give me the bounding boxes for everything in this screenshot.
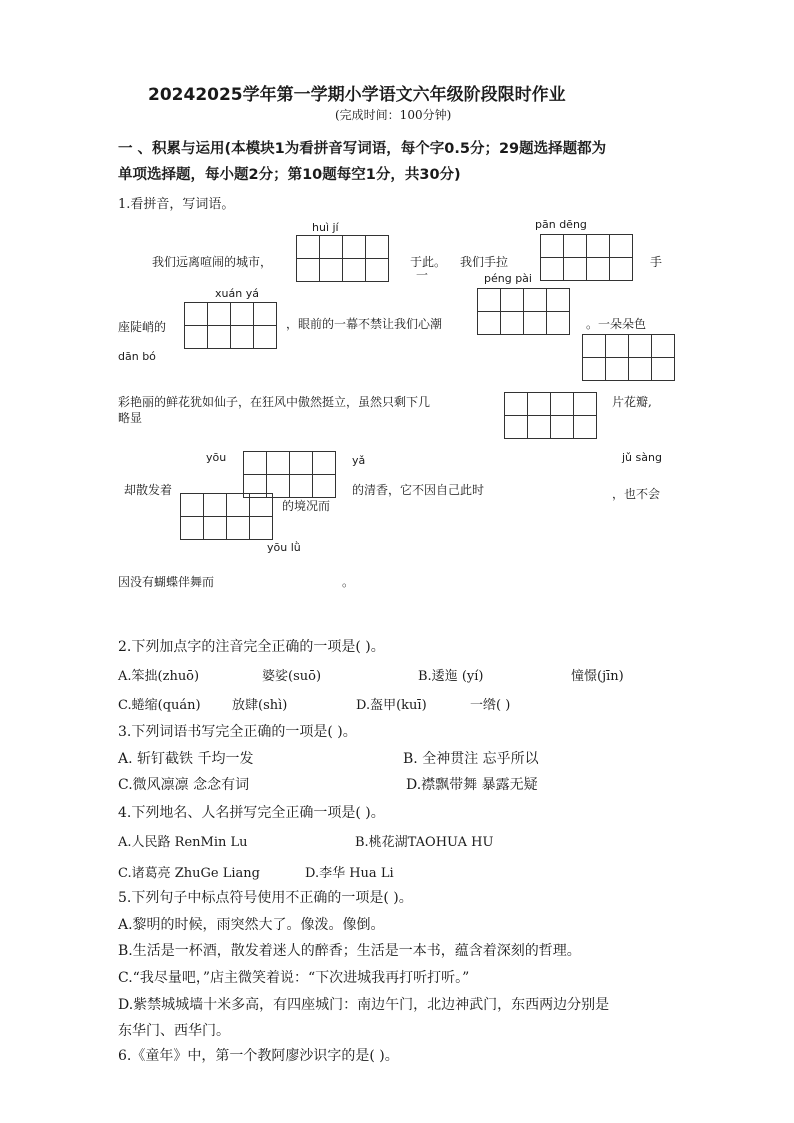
q2-stem: 2.下列加点字的注音完全正确的一项是( )。 (118, 639, 385, 655)
grid-cell[interactable] (320, 259, 343, 282)
grid-cell[interactable] (551, 393, 574, 416)
q2-option-d-word2: 一绺( ) (470, 698, 511, 713)
grid-cell[interactable] (610, 258, 633, 281)
pinyin-pengpai: péng pài (484, 272, 532, 285)
grid-cell[interactable] (204, 494, 227, 517)
grid-cell[interactable] (528, 416, 551, 439)
q5-option-d-cont: 东华门、西华门。 (118, 1023, 230, 1039)
q4-option-c[interactable]: C.诸葛亮 ZhuGe Liang (118, 866, 260, 881)
grid-cell[interactable] (181, 494, 204, 517)
grid-cell[interactable] (606, 335, 629, 358)
grid-cell[interactable] (629, 335, 652, 358)
pinyin-youlu: yōu lǜ (267, 541, 301, 554)
grid-cell[interactable] (564, 235, 587, 258)
grid-cell[interactable] (320, 236, 343, 259)
q2-option-d[interactable]: D.盔甲(kuī) (356, 698, 427, 713)
writing-grid-xuanya[interactable] (184, 302, 277, 349)
writing-grid-row3[interactable] (504, 392, 597, 439)
grid-cell[interactable] (254, 303, 277, 326)
pinyin-jusang: jǔ sàng (622, 451, 662, 464)
pinyin-you: yōu (206, 451, 227, 464)
q3-stem: 3.下列词语书写完全正确的一项是( )。 (118, 724, 357, 740)
grid-cell[interactable] (551, 416, 574, 439)
pinyin-xuanya: xuán yá (215, 287, 259, 300)
grid-cell[interactable] (290, 452, 313, 475)
q4-option-b[interactable]: B.桃花湖TAOHUA HU (355, 835, 494, 850)
q2-option-b[interactable]: B.逶迤 (yí) (418, 669, 484, 684)
grid-cell[interactable] (505, 416, 528, 439)
grid-cell[interactable] (564, 258, 587, 281)
q4-stem: 4.下列地名、人名拼写完全正确一项是( )。 (118, 805, 385, 821)
grid-cell[interactable] (290, 475, 313, 498)
writing-grid-youya[interactable] (243, 451, 336, 498)
q1-text: 略显 (118, 411, 143, 425)
grid-cell[interactable] (267, 452, 290, 475)
writing-grid-danbo[interactable] (582, 334, 675, 381)
writing-grid-pandeng[interactable] (540, 234, 633, 281)
writing-grid-jusang[interactable] (180, 493, 273, 540)
section-heading-line1: 一 、积累与运用(本模块1为看拼音写词语，每个字0.5分；29题选择题都为 (118, 141, 607, 157)
grid-cell[interactable] (547, 312, 570, 335)
q1-text: 的清香，它不因自己此时 (352, 483, 485, 497)
grid-cell[interactable] (250, 494, 273, 517)
grid-cell[interactable] (610, 235, 633, 258)
grid-cell[interactable] (652, 358, 675, 381)
grid-cell[interactable] (185, 326, 208, 349)
q5-option-a[interactable]: A.黎明的时候，雨突然大了。像泼。像倒。 (118, 917, 385, 933)
page-title: 20242025学年第一学期小学语文六年级阶段限时作业 (148, 85, 566, 105)
pinyin-pandeng: pān dēng (535, 218, 587, 231)
q1-text: 彩艳丽的鲜花犹如仙子，在狂风中傲然挺立，虽然只剩下几 (118, 395, 431, 409)
grid-cell[interactable] (185, 303, 208, 326)
q1-text: 却散发着 (124, 483, 173, 497)
grid-cell[interactable] (343, 259, 366, 282)
grid-cell[interactable] (541, 235, 564, 258)
writing-grid-pengpai[interactable] (477, 288, 570, 335)
grid-cell[interactable] (227, 517, 250, 540)
grid-cell[interactable] (587, 258, 610, 281)
q5-stem: 5.下列句子中标点符号使用不正确的一项是( )。 (118, 890, 413, 906)
grid-cell[interactable] (208, 326, 231, 349)
grid-cell[interactable] (244, 452, 267, 475)
grid-cell[interactable] (501, 312, 524, 335)
grid-cell[interactable] (505, 393, 528, 416)
q1-text: 手 (650, 255, 663, 269)
q5-option-b[interactable]: B.生活是一杯酒，散发着迷人的醉香；生活是一本书，蕴含着深刻的哲理。 (118, 943, 581, 959)
grid-cell[interactable] (583, 335, 606, 358)
q6-stem: 6.《童年》中，第一个教阿廖沙识字的是( )。 (118, 1048, 399, 1064)
grid-cell[interactable] (297, 259, 320, 282)
writing-grid-huiji[interactable] (296, 235, 389, 282)
pinyin-huiji: huì jí (312, 221, 339, 234)
grid-cell[interactable] (501, 289, 524, 312)
grid-cell[interactable] (478, 289, 501, 312)
q3-option-d[interactable]: D.襟飘带舞 暴露无疑 (406, 777, 538, 793)
grid-cell[interactable] (204, 517, 227, 540)
q1-text: 片花瓣, (612, 395, 652, 409)
q1-text: ，眼前的一幕不禁让我们心潮 (286, 317, 443, 331)
pinyin-danbo: dān bó (118, 350, 156, 363)
q2-option-c[interactable]: C.蜷缩(quán) (118, 698, 201, 713)
q1-text: 于此。 (410, 255, 447, 269)
grid-cell[interactable] (574, 416, 597, 439)
q1-text: 我们手拉 (460, 255, 509, 269)
q1-text: 因没有蝴蝶伴舞而 (118, 575, 215, 589)
q3-option-c[interactable]: C.微风凛凛 念念有词 (118, 777, 250, 793)
q1-text: 。一朵朵色 (586, 317, 647, 331)
q5-option-c[interactable]: C.“我尽量吧，”店主微笑着说：“下次进城我再打听打听。” (118, 970, 470, 986)
q2-option-b-word2: 憧憬(jīn) (571, 669, 624, 684)
grid-cell[interactable] (587, 235, 610, 258)
grid-cell[interactable] (366, 259, 389, 282)
q1-text: 的境况而 (282, 499, 331, 513)
grid-cell[interactable] (629, 358, 652, 381)
grid-cell[interactable] (313, 452, 336, 475)
q1-text: ，也不会 (612, 487, 661, 501)
grid-cell[interactable] (366, 236, 389, 259)
q1-text: 一 (416, 268, 429, 282)
grid-cell[interactable] (583, 358, 606, 381)
grid-cell[interactable] (297, 236, 320, 259)
q3-option-b[interactable]: B. 全神贯注 忘乎所以 (403, 751, 539, 767)
q1-text: 座陡峭的 (118, 320, 167, 334)
grid-cell[interactable] (574, 393, 597, 416)
grid-cell[interactable] (343, 236, 366, 259)
q1-text: 我们远离喧闹的城市， (152, 255, 273, 269)
grid-cell[interactable] (547, 289, 570, 312)
grid-cell[interactable] (231, 303, 254, 326)
q4-option-a[interactable]: A.人民路 RenMin Lu (118, 835, 248, 850)
q4-option-d[interactable]: D.李华 Hua Li (305, 866, 394, 881)
q2-option-c-word2: 放肆(shì) (232, 698, 288, 713)
grid-cell[interactable] (541, 258, 564, 281)
q2-option-a[interactable]: A.笨拙(zhuō) (118, 669, 200, 684)
grid-cell[interactable] (208, 303, 231, 326)
grid-cell[interactable] (524, 312, 547, 335)
grid-cell[interactable] (606, 358, 629, 381)
grid-cell[interactable] (524, 289, 547, 312)
q5-option-d[interactable]: D.紫禁城城墙十米多高，有四座城门：南边午门，北边神武门，东西两边分别是 (118, 997, 610, 1013)
q2-option-a-word2: 婆娑(suō) (262, 669, 322, 684)
grid-cell[interactable] (478, 312, 501, 335)
grid-cell[interactable] (254, 326, 277, 349)
grid-cell[interactable] (250, 517, 273, 540)
grid-cell[interactable] (231, 326, 254, 349)
q3-option-a[interactable]: A. 斩钉截铁 千均一发 (118, 751, 254, 767)
grid-cell[interactable] (313, 475, 336, 498)
pinyin-ya: yǎ (352, 454, 366, 467)
time-limit: (完成时间：100分钟) (335, 108, 452, 122)
grid-cell[interactable] (227, 494, 250, 517)
grid-cell[interactable] (528, 393, 551, 416)
grid-cell[interactable] (652, 335, 675, 358)
section-heading-line2: 单项选择题，每小题2分；第10题每空1分，共30分) (118, 167, 461, 183)
q1-text: 。 (342, 575, 355, 589)
grid-cell[interactable] (181, 517, 204, 540)
q1-stem: 1.看拼音，写词语。 (118, 197, 235, 212)
